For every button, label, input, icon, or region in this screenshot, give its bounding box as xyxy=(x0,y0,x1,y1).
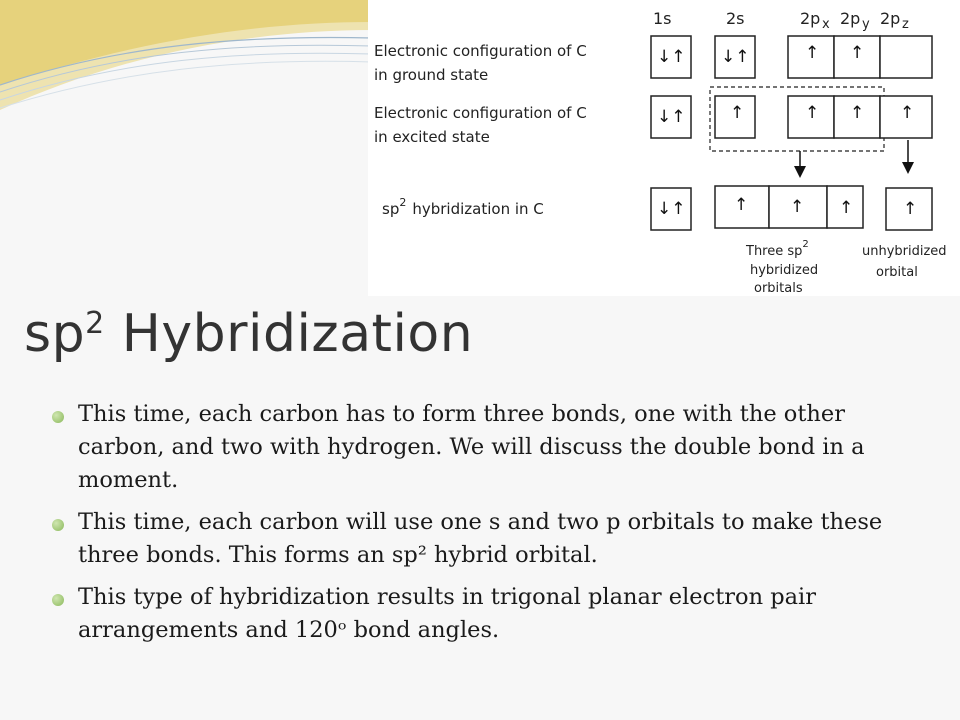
bullet-item: This type of hybridization results in trigonal planar electron pair arrangements and 120ᵒ bond angles. xyxy=(50,581,930,647)
spin-paired: ↓↑ xyxy=(657,47,686,67)
down-arrow-icon xyxy=(902,140,914,174)
excited-state-label-1: Electronic configuration of C xyxy=(374,104,587,122)
ground-state-label-2: in ground state xyxy=(374,66,489,84)
header-2s: 2s xyxy=(726,9,745,28)
svg-text:orbital: orbital xyxy=(876,265,918,280)
spin-up: ↑ xyxy=(805,103,820,123)
spin-up: ↑ xyxy=(730,103,745,123)
spin-paired: ↓↑ xyxy=(657,199,686,219)
svg-text:2p: 2p xyxy=(880,9,901,28)
spin-up: ↑ xyxy=(903,199,918,219)
orbital-diagram xyxy=(368,0,960,296)
unhybridized-caption xyxy=(862,244,947,280)
header-1s: 1s xyxy=(653,9,672,28)
bullet-item: This time, each carbon will use one s and two p orbitals to make these three bonds. This forms an sp² hybrid orbital. xyxy=(50,506,930,572)
spin-up: ↑ xyxy=(790,197,805,217)
spin-up: ↑ xyxy=(839,198,854,218)
three-sp2-caption xyxy=(745,239,818,296)
spin-up: ↑ xyxy=(734,195,749,215)
orbital-box xyxy=(880,36,932,78)
svg-text:hybridized: hybridized xyxy=(750,263,819,278)
spin-up: ↑ xyxy=(850,43,865,63)
bullet-list xyxy=(50,398,930,656)
svg-text:Three sp2: Three $sp^2$ xyxy=(746,239,809,259)
spin-paired: ↓↑ xyxy=(657,107,686,127)
spin-up: ↑ xyxy=(850,103,865,123)
spin-up: ↑ xyxy=(805,43,820,63)
svg-text:2p: 2p xyxy=(800,9,821,28)
svg-text:sp2hybridization in C: $sp^2$ hybridization in C xyxy=(382,196,544,218)
header-2p xyxy=(800,9,909,32)
svg-text:orbitals: orbitals xyxy=(754,281,803,296)
spin-paired: ↓↑ xyxy=(721,47,750,67)
ground-state-label-1: Electronic configuration of C xyxy=(374,42,587,60)
spin-up: ↑ xyxy=(900,103,915,123)
svg-text:y: y xyxy=(862,17,870,32)
svg-text:z: z xyxy=(902,17,909,32)
hybridization-label xyxy=(382,196,544,218)
slide-title: $sp^2$ Hybridization xyxy=(24,304,474,364)
svg-text:unhybridized: unhybridized xyxy=(862,244,947,259)
svg-text:2p: 2p xyxy=(840,9,861,28)
excited-state-label-2: in excited state xyxy=(374,128,490,146)
svg-text:x: x xyxy=(822,17,830,32)
bullet-item: This time, each carbon has to form three bonds, one with the other carbon, and two with hydrogen. We will discuss the double bond in a moment. xyxy=(50,398,930,497)
down-arrow-icon xyxy=(794,151,806,178)
decorative-swoosh xyxy=(0,0,372,130)
